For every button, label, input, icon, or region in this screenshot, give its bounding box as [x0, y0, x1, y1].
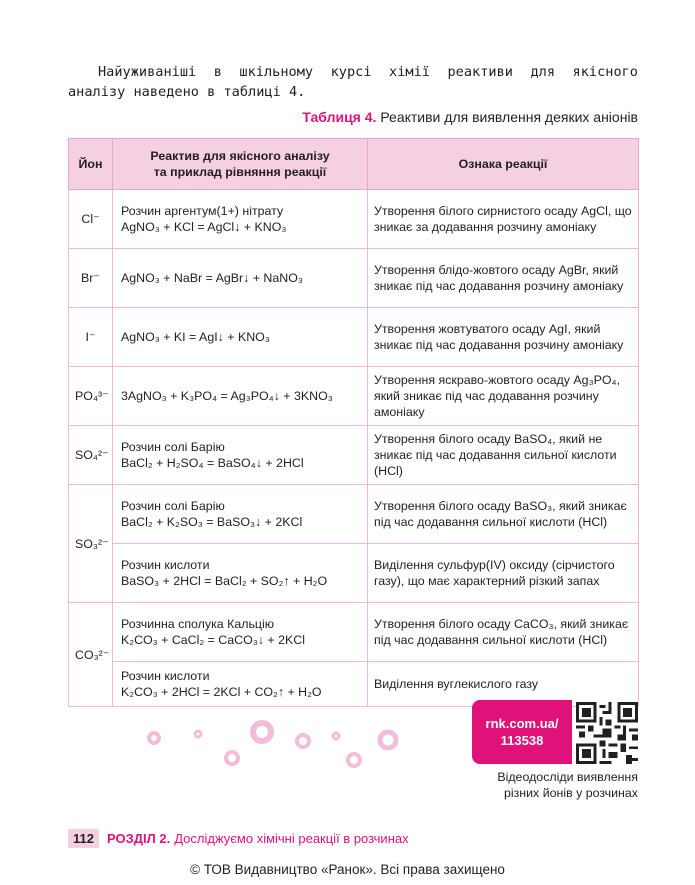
sign-cell: Утворення білого осаду CaCO₃, який зникає під час додавання сильної кислоти (HCl): [368, 603, 639, 662]
ion-cell: Br⁻: [69, 249, 113, 308]
ion-cell: SO₃²⁻: [69, 485, 113, 603]
header-reagent: [113, 139, 368, 190]
qr-caption: [460, 769, 638, 801]
table-row: [69, 367, 639, 426]
reagents-table: [68, 138, 639, 707]
ion-cell: PO₄³⁻: [69, 367, 113, 426]
table-caption-label: Таблиця 4.: [302, 109, 377, 125]
reaction-equation: K₂CO₃ + CaCl₂ = CaCO₃↓ + 2KCl: [121, 633, 305, 647]
reaction-equation: BaCl₂ + H₂SO₄ = BaSO₄↓ + 2HCl: [121, 456, 304, 470]
reagent-label: Розчин кислоти: [121, 669, 210, 683]
page-number: 112: [68, 829, 99, 848]
header-ion: Йон: [69, 139, 113, 190]
reagent-cell: [113, 544, 368, 603]
qr-block: [472, 700, 638, 764]
reagent-label: Розчинна сполука Кальцію: [121, 617, 275, 631]
dot: [380, 732, 396, 748]
reagent-cell: [113, 426, 368, 485]
dot: [348, 754, 360, 766]
resource-link[interactable]: [472, 700, 572, 764]
dot: [333, 733, 339, 739]
reaction-equation: 3AgNO₃ + K₃PO₄ = Ag₃PO₄↓ + 3KNO₃: [121, 389, 333, 403]
header-reagent-line1: Реактив для якісного аналізу: [150, 149, 330, 163]
table-row: [69, 249, 639, 308]
reaction-equation: BaSO₃ + 2HCl = BaCl₂ + SO₂↑ + H₂O: [121, 574, 328, 588]
reagent-cell: [113, 249, 368, 308]
header-reagent-line2: та приклад рівняння реакції: [153, 165, 327, 179]
reagent-cell: [113, 603, 368, 662]
resource-link-line1: rnk.com.ua/: [485, 716, 559, 731]
table-row: [69, 190, 639, 249]
reaction-equation: BaCl₂ + K₂SO₃ = BaSO₃↓ + 2KCl: [121, 515, 303, 529]
reaction-equation: AgNO₃ + KI = AgI↓ + KNO₃: [121, 330, 270, 344]
dot: [195, 731, 201, 737]
dot: [149, 733, 159, 743]
resource-link-line2: 113538: [500, 733, 544, 748]
sign-cell: Утворення білого осаду BaSO₃, який зникає під час додавання сильної кислоти (HCl): [368, 485, 639, 544]
reagent-label: Розчин аргентум(1+) нітрату: [121, 204, 284, 218]
dot: [226, 752, 238, 764]
ion-cell: I⁻: [69, 308, 113, 367]
table-row: [69, 485, 639, 544]
section-label: РОЗДІЛ 2.: [106, 831, 171, 846]
dot: [297, 735, 309, 747]
table-caption-title: Реактиви для виявлення деяких аніонів: [380, 109, 638, 125]
reagent-label: Розчин солі Барію: [121, 499, 225, 513]
reagent-cell: [113, 367, 368, 426]
table-header-row: [69, 139, 639, 190]
decorative-dots: [140, 710, 420, 780]
sign-cell: Утворення яскраво-жовтого осаду Ag₃PO₄, який зникає під час додавання розчину амоніаку: [368, 367, 639, 426]
reaction-equation: AgNO₃ + NaBr = AgBr↓ + NaNO₃: [121, 271, 303, 285]
table-caption: [302, 109, 638, 125]
ion-cell: Cl⁻: [69, 190, 113, 249]
sign-cell: Утворення білого осаду BaSO₄, який не зникає під час додавання сильної кислоти (HCl): [368, 426, 639, 485]
table-row: [69, 308, 639, 367]
qr-code-icon[interactable]: [576, 702, 638, 764]
reagent-cell: [113, 308, 368, 367]
reagent-cell: [113, 485, 368, 544]
sign-cell: Виділення сульфур(IV) оксиду (сірчистого газу), що має характерний різкий запах: [368, 544, 639, 603]
sign-cell: Утворення жовтуватого осаду AgI, який зникає під час додавання розчину амоніаку: [368, 308, 639, 367]
reagent-label: Розчин солі Барію: [121, 440, 225, 454]
page-footer: [68, 829, 409, 848]
table-row: [69, 426, 639, 485]
sign-cell: Виділення вуглекислого газу: [368, 662, 639, 707]
reagent-label: Розчин кислоти: [121, 558, 210, 572]
ion-cell: SO₄²⁻: [69, 426, 113, 485]
qr-caption-line1: Відеодосліди виявлення: [497, 770, 638, 784]
copyright-notice: © ТОВ Видавництво «Ранок». Всі права захищено: [190, 862, 505, 877]
qr-caption-line2: різних йонів у розчинах: [503, 786, 638, 800]
reaction-equation: K₂CO₃ + 2HCl = 2KCl + CO₂↑ + H₂O: [121, 685, 322, 699]
ion-cell: CO₃²⁻: [69, 603, 113, 707]
section-title: Досліджуємо хімічні реакції в розчинах: [174, 831, 409, 846]
sign-cell: Утворення блідо-жовтого осаду AgBr, який зникає під час додавання розчину амоніаку: [368, 249, 639, 308]
intro-paragraph: Найуживаніші в шкільному курсі хімії реактиви для якісного аналізу наведено в таблиці 4.: [68, 64, 638, 100]
reaction-equation: AgNO₃ + KCl = AgCl↓ + KNO₃: [121, 220, 287, 234]
table-row: [69, 603, 639, 662]
dot: [253, 723, 271, 741]
reagent-cell: [113, 190, 368, 249]
header-sign: Ознака реакції: [368, 139, 639, 190]
sign-cell: Утворення білого сирнистого осаду AgCl, що зникає за додавання розчину амоніаку: [368, 190, 639, 249]
table-row: [69, 544, 639, 603]
reagent-cell: [113, 662, 368, 707]
